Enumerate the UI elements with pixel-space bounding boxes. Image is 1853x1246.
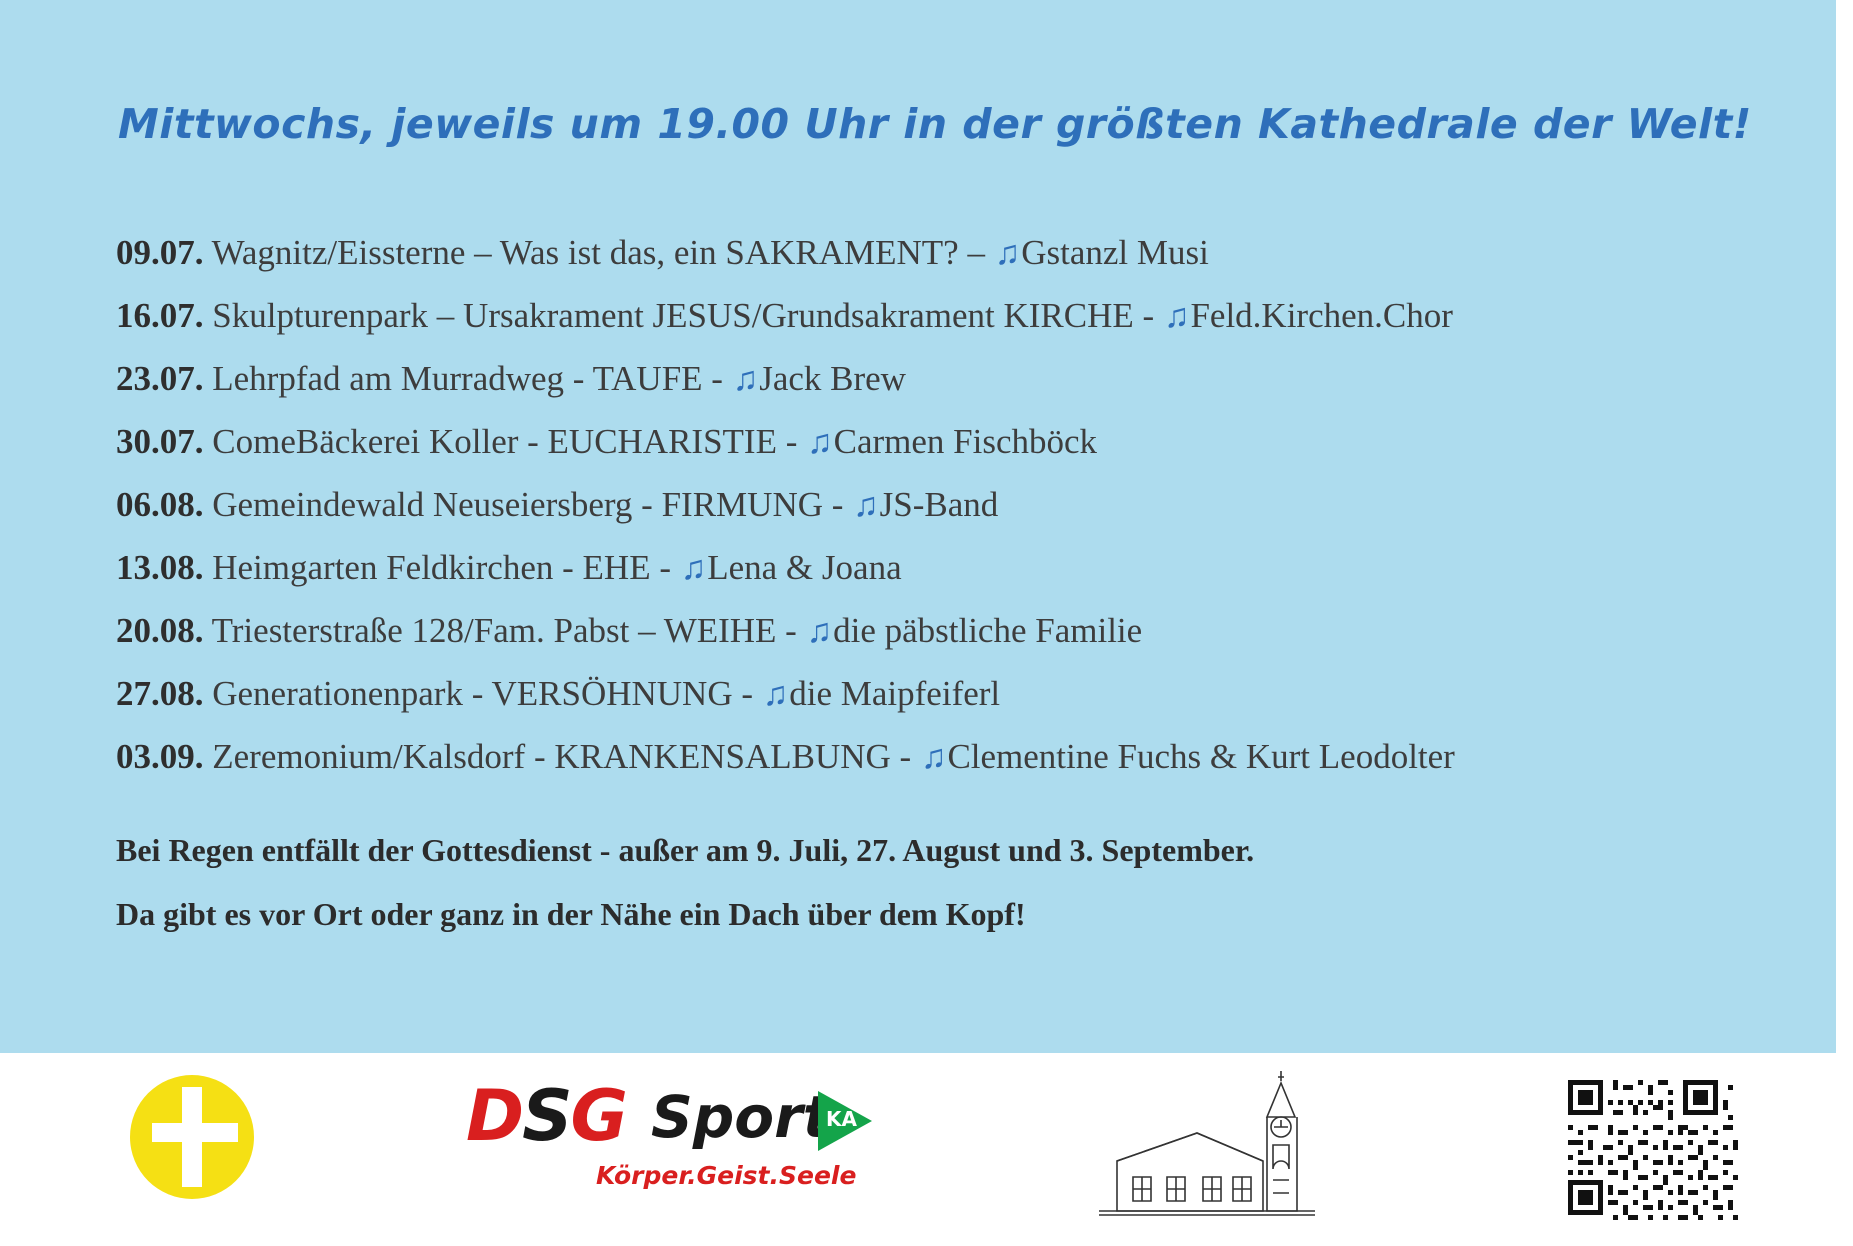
music-note-icon: ♫ bbox=[994, 235, 1021, 272]
event-performer: Carmen Fischböck bbox=[833, 422, 1098, 461]
event-performer: Jack Brew bbox=[759, 359, 906, 398]
list-item bbox=[116, 663, 1806, 726]
event-description: Gemeindewald Neuseiersberg - FIRMUNG - bbox=[212, 485, 853, 524]
event-date: 13.08. bbox=[116, 548, 204, 587]
event-performer: Feld.Kirchen.Chor bbox=[1190, 296, 1453, 335]
event-performer: die päbstliche Familie bbox=[833, 611, 1143, 650]
page-title: Mittwochs, jeweils um 19.00 Uhr in der größten Kathedrale der Welt! bbox=[118, 100, 1752, 148]
event-performer: Gstanzl Musi bbox=[1021, 233, 1209, 272]
dsg-ka-badge: KA bbox=[826, 1107, 857, 1131]
footer-logos bbox=[0, 1053, 1853, 1246]
dsg-letter-s: S bbox=[522, 1075, 571, 1157]
music-note-icon: ♫ bbox=[920, 739, 947, 776]
footnotes bbox=[116, 818, 1816, 946]
event-performer: Clementine Fuchs & Kurt Leodolter bbox=[947, 737, 1455, 776]
event-date: 30.07. bbox=[116, 422, 204, 461]
list-item bbox=[116, 600, 1806, 663]
music-note-icon: ♫ bbox=[762, 676, 789, 713]
dsg-letter-d: D bbox=[466, 1075, 523, 1157]
list-item bbox=[116, 474, 1806, 537]
music-note-icon: ♫ bbox=[853, 487, 879, 524]
dsg-letter-g: G bbox=[570, 1075, 626, 1157]
event-description: Zeremonium/Kalsdorf - KRANKENSALBUNG - bbox=[212, 737, 920, 776]
list-item bbox=[116, 726, 1806, 789]
cross-horizontal-bar bbox=[152, 1123, 238, 1142]
event-list bbox=[116, 222, 1806, 789]
event-date: 09.07. bbox=[116, 233, 204, 272]
dsg-letters bbox=[466, 1077, 626, 1155]
rain-notice: Bei Regen entfällt der Gottesdienst - außer am 9. Juli, 27. August und 3. September. bbox=[116, 832, 1255, 868]
event-description: Generationenpark - VERSÖHNUNG - bbox=[212, 674, 762, 713]
shelter-notice: Da gibt es vor Ort oder ganz in der Nähe ein Dach über dem Kopf! bbox=[116, 896, 1026, 932]
list-item bbox=[116, 348, 1806, 411]
event-date: 03.09. bbox=[116, 737, 204, 776]
list-item bbox=[116, 222, 1806, 285]
music-note-icon: ♫ bbox=[732, 361, 759, 398]
yellow-cross-logo bbox=[130, 1075, 254, 1199]
list-item bbox=[116, 285, 1806, 348]
event-description: ComeBäckerei Koller - EUCHARISTIE - bbox=[212, 422, 807, 461]
event-performer: die Maipfeiferl bbox=[789, 674, 1001, 713]
event-description: Wagnitz/Eissterne – Was ist das, ein SAKRAMENT? – bbox=[211, 233, 994, 272]
event-description: Triesterstraße 128/Fam. Pabst – WEIHE - bbox=[211, 611, 806, 650]
church-line-drawing bbox=[1085, 1065, 1355, 1220]
dsg-sport-word: Sport bbox=[651, 1083, 831, 1151]
list-item bbox=[116, 537, 1806, 600]
event-date: 23.07. bbox=[116, 359, 204, 398]
event-description: Heimgarten Feldkirchen - EHE - bbox=[212, 548, 680, 587]
music-note-icon: ♫ bbox=[1163, 298, 1190, 335]
event-date: 06.08. bbox=[116, 485, 204, 524]
list-item bbox=[116, 411, 1806, 474]
music-note-icon: ♫ bbox=[680, 550, 707, 587]
qr-code[interactable] bbox=[1553, 1075, 1748, 1225]
event-description: Lehrpfad am Murradweg - TAUFE - bbox=[212, 359, 732, 398]
music-note-icon: ♫ bbox=[807, 424, 833, 461]
event-description: Skulpturenpark – Ursakrament JESUS/Grundsakrament KIRCHE - bbox=[212, 296, 1163, 335]
event-performer: Lena & Joana bbox=[707, 548, 902, 587]
event-date: 16.07. bbox=[116, 296, 204, 335]
dsg-slogan: Körper.Geist.Seele bbox=[596, 1161, 857, 1190]
event-date: 27.08. bbox=[116, 674, 204, 713]
music-note-icon: ♫ bbox=[806, 613, 833, 650]
dsg-sport-logo bbox=[466, 1077, 886, 1217]
event-performer: JS-Band bbox=[879, 485, 999, 524]
event-date: 20.08. bbox=[116, 611, 204, 650]
